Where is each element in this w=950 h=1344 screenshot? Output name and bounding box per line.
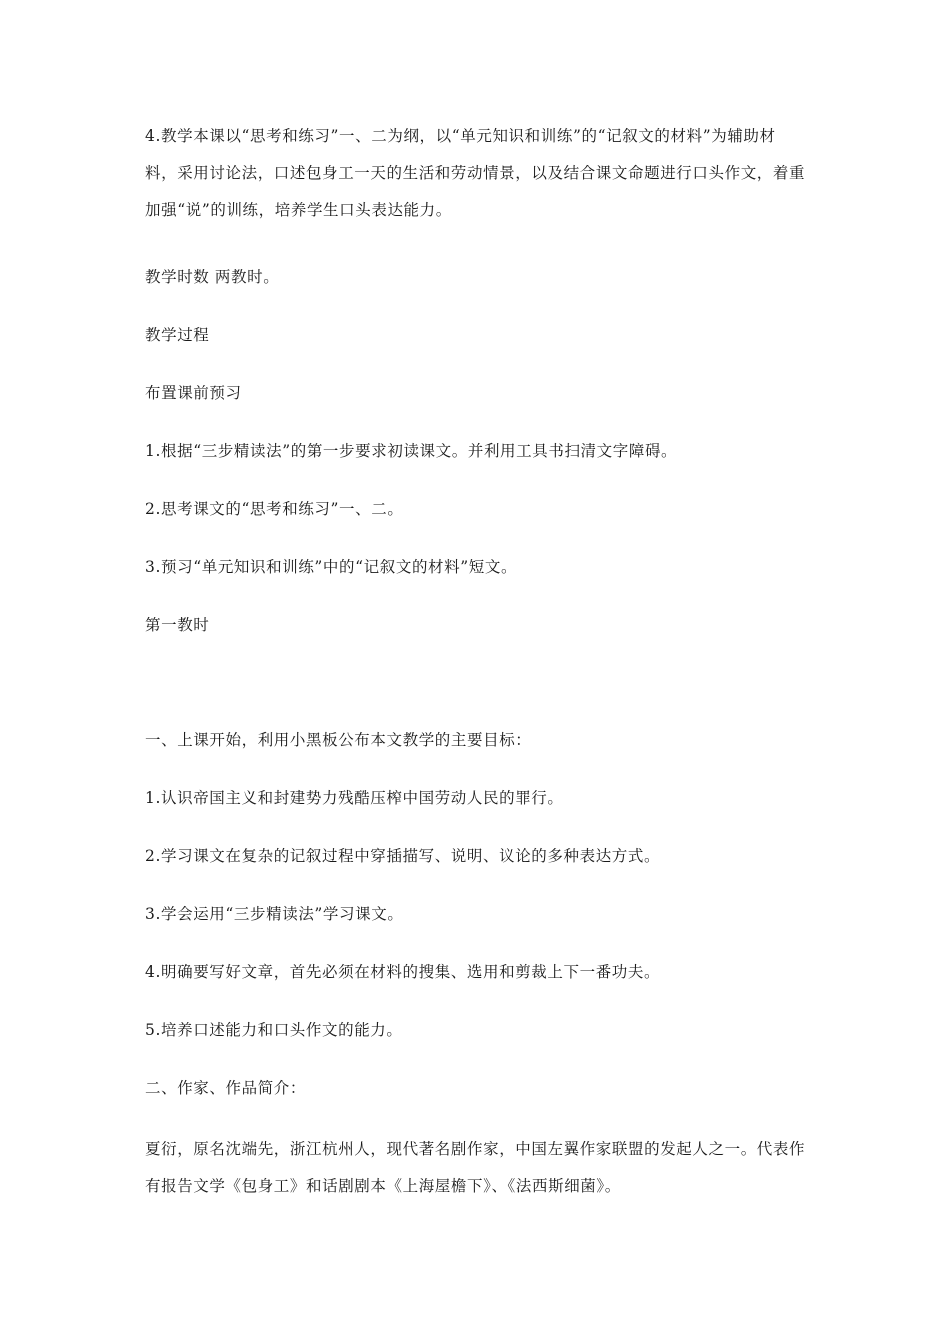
list-item-preview-2: 2.思考课文的“思考和练习”一、二。 [145,500,404,518]
list-item-preview-1: 1.根据“三步精读法”的第一步要求初读课文。并利用工具书扫清文字障碍。 [145,442,678,460]
section-heading-objectives: 一、上课开始，利用小黑板公布本文教学的主要目标： [145,731,532,749]
list-item-objective-1: 1.认识帝国主义和封建势力残酷压榨中国劳动人民的罪行。 [145,789,564,807]
list-item-objective-5: 5.培养口述能力和口头作文的能力。 [145,1021,403,1039]
heading-preview: 布置课前预习 [145,384,242,402]
list-item-preview-3: 3.预习“单元知识和训练”中的“记叙文的材料”短文。 [145,558,518,576]
section-heading-author: 二、作家、作品简介： [145,1079,307,1097]
list-item-objective-3: 3.学会运用“三步精读法”学习课文。 [145,905,404,923]
paragraph-author-intro: 夏衍，原名沈端先，浙江杭州人，现代著名剧作家，中国左翼作家联盟的发起人之一。代表作有报告文学《包身工》和话剧剧本《上海屋檐下》、《法西斯细菌》。 [145,1140,806,1195]
list-item-objective-4: 4.明确要写好文章，首先必须在材料的搜集、选用和剪裁上下一番功夫。 [145,963,661,981]
paragraph-teaching-hours: 教学时数 两教时。 [145,268,280,286]
paragraph-teaching-method: 4.教学本课以“思考和练习”一、二为纲，以“单元知识和训练”的“记叙文的材料”为辅助材料，采用讨论法，口述包身工一天的生活和劳动情景，以及结合课文命题进行口头作文，着重加强“说”的训练，培养学生口头表达能力。 [145,127,806,219]
heading-first-lesson: 第一教时 [145,616,210,634]
heading-teaching-process: 教学过程 [145,326,210,344]
list-item-objective-2: 2.学习课文在复杂的记叙过程中穿插描写、说明、议论的多种表达方式。 [145,847,661,865]
